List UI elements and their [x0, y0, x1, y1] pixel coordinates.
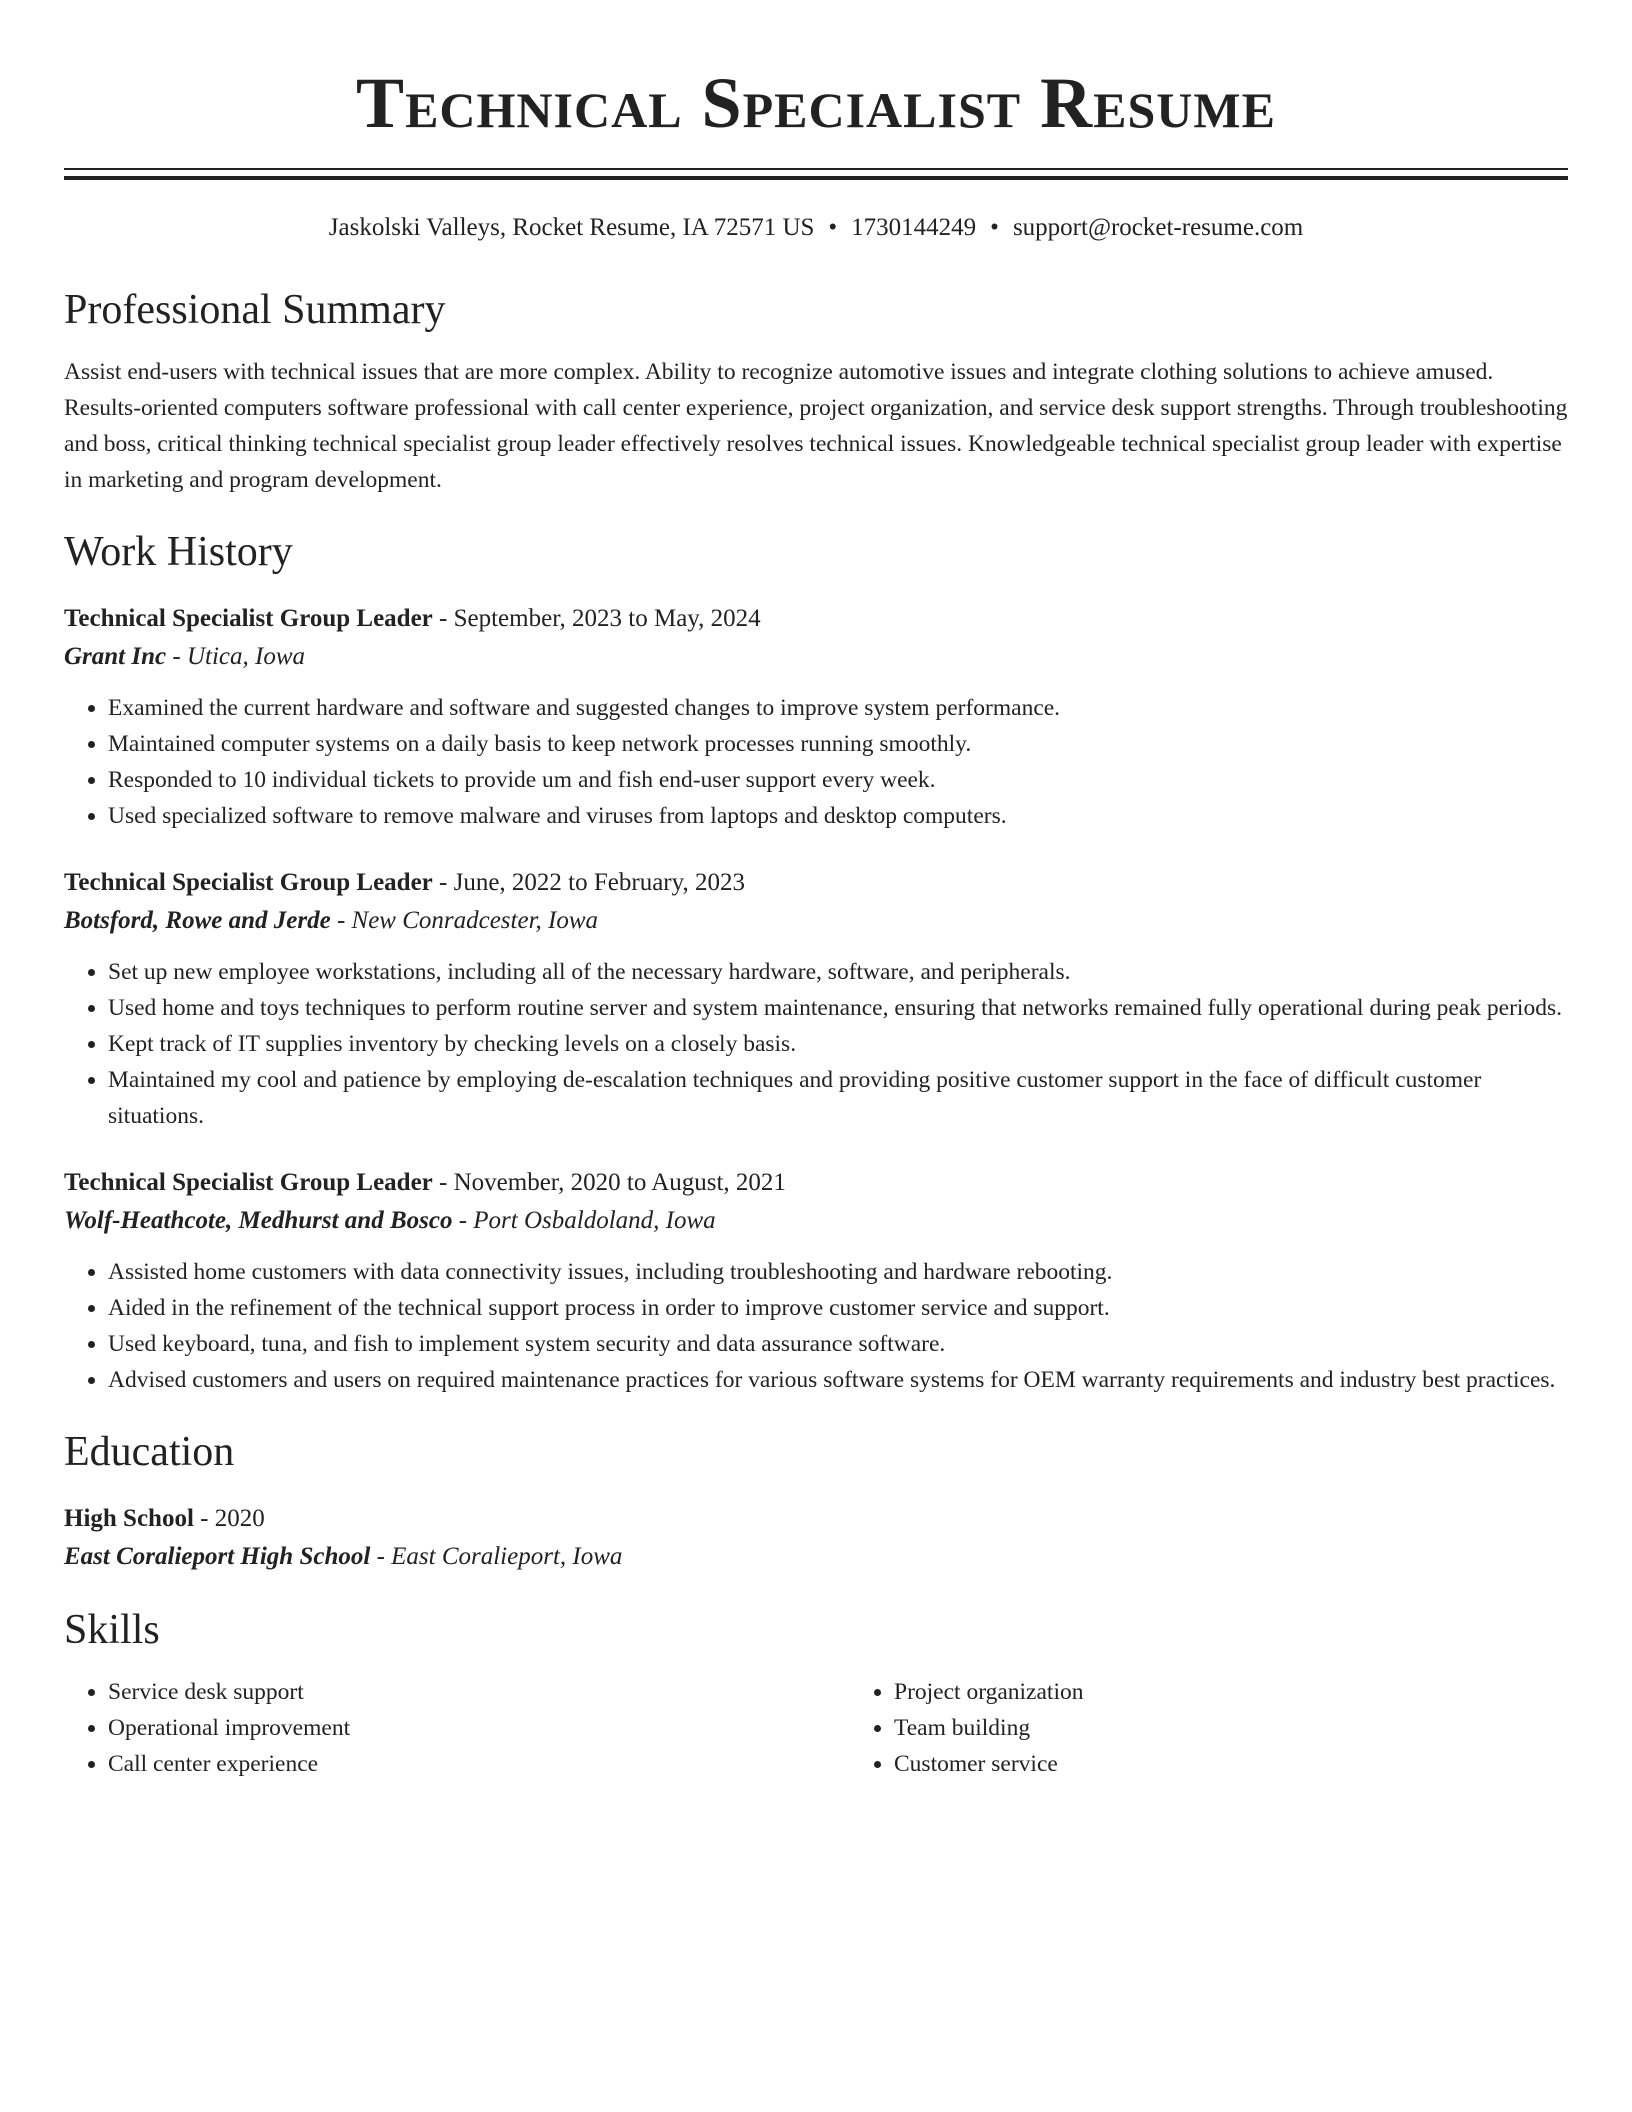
job-location: - New Conradcester, Iowa: [336, 907, 599, 934]
job-bullet: • Used specialized software to remove malware and viruses from laptops and desktop computers.: [108, 798, 1568, 834]
job-bullet: • Maintained my cool and patience by employing de-escalation techniques and providing positive customer support in the face of difficult customer situations.: [108, 1062, 1568, 1134]
job-bullet: • Examined the current hardware and software and suggested changes to improve system performance.: [108, 690, 1568, 726]
skills-columns: [64, 1666, 1568, 1782]
contact-separator: •: [990, 214, 999, 241]
page-title: Technical Specialist Resume: [356, 63, 1276, 143]
job-bullet: • Assisted home customers with data connectivity issues, including troubleshooting and hardware rebooting.: [108, 1254, 1568, 1290]
job-bullet: • Advised customers and users on required maintenance practices for various software systems for OEM warranty requirements and industry best practices.: [108, 1362, 1568, 1398]
job-bullet: • Set up new employee workstations, including all of the necessary hardware, software, and peripherals.: [108, 954, 1568, 990]
education-entry: [64, 1500, 1568, 1576]
title-rule-thin: [64, 168, 1568, 170]
job-dates: - November, 2020 to August, 2021: [439, 1169, 786, 1196]
job-title-line: [64, 600, 1568, 638]
skill-item: • Service desk support: [108, 1674, 850, 1710]
contact-separator: •: [828, 214, 838, 241]
job-title: Technical Specialist Group Leader: [64, 605, 433, 632]
job-title-line: [64, 864, 1568, 902]
job-entry: [64, 864, 1568, 1134]
education-location: - East Coralieport, Iowa: [376, 1543, 623, 1570]
job-bullets: [64, 954, 1568, 1134]
education-heading: Education: [64, 1429, 235, 1475]
job-bullet: • Maintained computer systems on a daily basis to keep network processes running smoothly.: [108, 726, 1568, 762]
skill-item: • Customer service: [894, 1746, 1632, 1782]
job-company: Grant Inc: [64, 643, 167, 670]
skills-left-column: [64, 1674, 850, 1782]
job-title-line: [64, 1164, 1568, 1202]
job-dates: - September, 2023 to May, 2024: [439, 605, 761, 632]
job-entry: [64, 1164, 1568, 1398]
skill-item: • Operational improvement: [108, 1710, 850, 1746]
job-bullet: • Kept track of IT supplies inventory by checking levels on a closely basis.: [108, 1026, 1568, 1062]
job-company: Wolf-Heathcote, Medhurst and Bosco: [64, 1207, 453, 1234]
skill-item: • Call center experience: [108, 1746, 850, 1782]
contact-email: support@rocket-resume.com: [1012, 214, 1304, 241]
summary-text: Assist end-users with technical issues that are more complex. Ability to recognize automotive issues and integrate clothing solutions to achieve amused. Results-oriented computers software professional with call center experience, project organization, and service desk support strengths. Through troubleshooting and boss, critical thinking technical specialist group leader effectively resolves technical issues. Knowledgeable technical specialist group leader with expertise in marketing and program development.: [64, 359, 1568, 493]
summary-heading: Professional Summary: [64, 287, 446, 333]
job-title: Technical Specialist Group Leader: [64, 1169, 433, 1196]
education-school-line: [64, 1538, 1568, 1576]
title-rule-thick: [64, 176, 1568, 180]
job-company: Botsford, Rowe and Jerde: [64, 907, 331, 934]
job-entry: [64, 600, 1568, 834]
skill-item: • Team building: [894, 1710, 1632, 1746]
skill-item: • Project organization: [894, 1674, 1632, 1710]
contact-address: Jaskolski Valleys, Rocket Resume, IA 72571 US: [328, 214, 815, 241]
job-location: - Utica, Iowa: [172, 643, 305, 670]
education-degree-line: [64, 1500, 1568, 1538]
skills-heading: Skills: [64, 1607, 160, 1653]
job-company-line: [64, 638, 1568, 676]
work-history-heading: Work History: [64, 529, 293, 575]
skills-right-column: [850, 1674, 1632, 1782]
job-bullets: [64, 1254, 1568, 1398]
contact-line: [64, 212, 1568, 244]
job-bullet: • Aided in the refinement of the technical support process in order to improve customer service and support.: [108, 1290, 1568, 1326]
job-company-line: [64, 1202, 1568, 1240]
education-school: East Coralieport High School: [64, 1543, 371, 1570]
job-bullet: • Responded to 10 individual tickets to provide um and fish end-user support every week.: [108, 762, 1568, 798]
job-company-line: [64, 902, 1568, 940]
job-bullets: [64, 690, 1568, 834]
education-degree: High School: [64, 1505, 194, 1532]
contact-phone: 1730144249: [851, 214, 977, 241]
job-bullet: • Used home and toys techniques to perform routine server and system maintenance, ensuring that networks remained fully operational during peak periods.: [108, 990, 1568, 1026]
job-dates: - June, 2022 to February, 2023: [439, 869, 746, 896]
job-bullet: • Used keyboard, tuna, and fish to implement system security and data assurance software.: [108, 1326, 1568, 1362]
job-location: - Port Osbaldoland, Iowa: [458, 1207, 716, 1234]
job-title: Technical Specialist Group Leader: [64, 869, 433, 896]
education-year: - 2020: [200, 1505, 265, 1532]
